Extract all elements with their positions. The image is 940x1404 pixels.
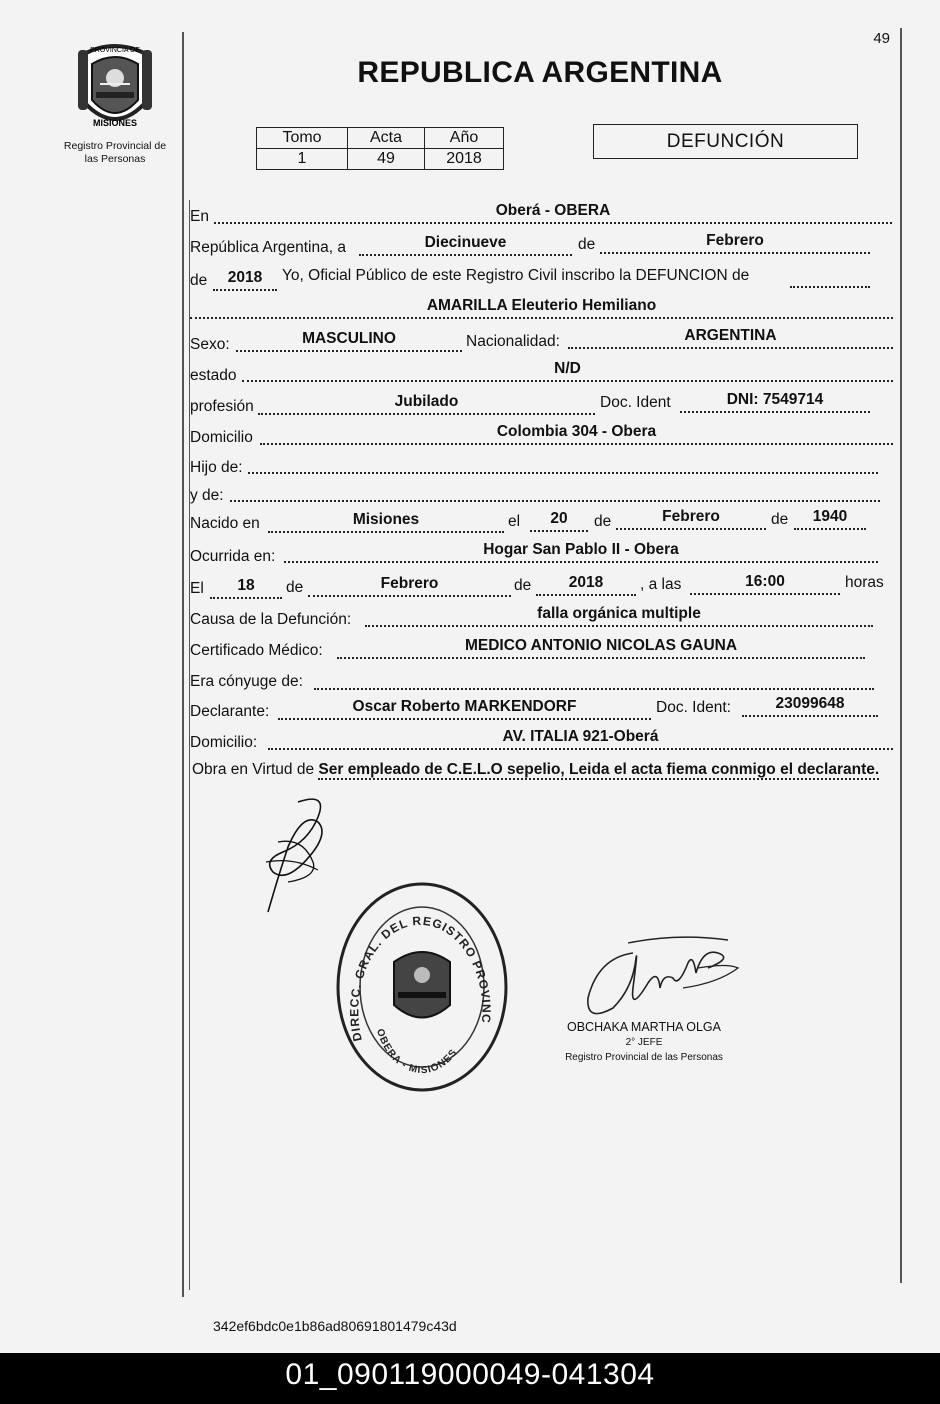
- label-doc-ident2: Doc. Ident:: [656, 699, 731, 716]
- field-def-anio: 2018: [536, 574, 636, 596]
- label-el: el: [508, 513, 521, 530]
- field-ocurrida-en: Hogar San Pablo II - Obera: [284, 541, 878, 563]
- field-declarante-domicilio: AV. ITALIA 921-Oberá: [268, 728, 893, 750]
- anio-header: Año: [425, 128, 504, 149]
- label-republica: República Argentina, a: [190, 239, 346, 256]
- signatory-role: 2° JEFE: [625, 1037, 663, 1048]
- label-ocurrida-en: Ocurrida en:: [190, 548, 276, 565]
- field-causa: falla orgánica multiple: [365, 605, 873, 627]
- label-conyuge: Era cónyuge de:: [190, 673, 303, 690]
- footer-document-code: 01_090119000049-041304: [0, 1353, 940, 1404]
- official-signature: [578, 928, 743, 1033]
- record-type-box: DEFUNCIÓN: [593, 124, 858, 159]
- tomo-header: Tomo: [257, 128, 348, 149]
- label-domicilio2: Domicilio:: [190, 734, 258, 751]
- label-nac-de1: de: [594, 513, 612, 530]
- declarant-signature: [258, 792, 338, 922]
- page-title: REPUBLICA ARGENTINA: [357, 56, 723, 89]
- right-margin-line: [900, 28, 902, 1283]
- label-horas: horas: [845, 574, 884, 591]
- label-obra: Obra en Virtud de: [192, 761, 315, 778]
- label-certificado: Certificado Médico:: [190, 642, 323, 659]
- signatory-block: [552, 1020, 736, 1065]
- field-nacido-en: Misiones: [268, 511, 504, 533]
- field-inscribo-blank: [790, 266, 870, 288]
- svg-text:PROVINCIA DE: PROVINCIA DE: [90, 47, 140, 54]
- label-causa: Causa de la Defunción:: [190, 611, 352, 628]
- field-y-de: [230, 480, 880, 502]
- label-nacido-en: Nacido en: [190, 515, 260, 532]
- label-y-de: y de:: [190, 487, 224, 504]
- label-de: de: [578, 236, 596, 253]
- signatory-org: Registro Provincial de las Personas: [565, 1052, 723, 1063]
- svg-text:MISIONES: MISIONES: [92, 118, 138, 128]
- acta-header: Acta: [348, 128, 425, 149]
- field-conyuge: [314, 668, 874, 690]
- field-profesion: Jubilado: [258, 393, 595, 415]
- label-hijo-de: Hijo de:: [190, 459, 243, 476]
- field-doc-ident: DNI: 7549714: [680, 391, 870, 413]
- field-hora: 16:00: [690, 573, 840, 595]
- field-obra-text: Ser empleado de C.E.L.O sepelio, Leida el acta fiema conmigo el declarante.: [318, 761, 880, 778]
- field-def-mes: Febrero: [308, 575, 511, 597]
- field-lugar: Oberá - OBERA: [214, 202, 892, 224]
- label-doc-ident: Doc. Ident: [600, 394, 671, 411]
- field-sexo: MASCULINO: [236, 330, 462, 352]
- field-mes: Febrero: [600, 232, 870, 254]
- registry-table: [256, 127, 504, 170]
- label-domicilio: Domicilio: [190, 429, 253, 446]
- document-hash: 342ef6bdc0e1b86ad80691801479c43d: [213, 1318, 457, 1334]
- official-stamp: [332, 880, 512, 1100]
- field-def-dia: 18: [210, 577, 282, 599]
- field-domicilio: Colombia 304 - Obera: [260, 423, 893, 445]
- label-def-de2: de: [514, 577, 532, 594]
- label-nacionalidad: Nacionalidad:: [466, 333, 560, 350]
- label-profesion: profesión: [190, 398, 254, 415]
- field-estado: N/D: [242, 360, 893, 382]
- label-declarante: Declarante:: [190, 703, 270, 720]
- page-number: 49: [873, 30, 890, 47]
- signatory-name: OBCHAKA MARTHA OLGA: [567, 1020, 721, 1034]
- field-nombre: AMARILLA Eleuterio Hemiliano: [190, 297, 893, 319]
- label-def-de1: de: [286, 579, 304, 596]
- obra-en-virtud-paragraph: [192, 758, 893, 782]
- label-de2: de: [190, 272, 208, 289]
- field-nac-anio: 1940: [794, 508, 866, 530]
- label-en: En: [190, 208, 209, 225]
- svg-text:OBERA - MISIONES: OBERA - MISIONES: [374, 1027, 460, 1077]
- acta-value: 49: [348, 149, 425, 170]
- svg-text:DIRECC. GRAL. DEL REGISTRO PRO: DIRECC. GRAL. DEL REGISTRO PROVINC: [347, 913, 494, 1043]
- field-declarante: Oscar Roberto MARKENDORF: [278, 698, 651, 720]
- field-nac-mes: Febrero: [616, 508, 766, 530]
- field-certificado: MEDICO ANTONIO NICOLAS GAUNA: [337, 637, 865, 659]
- field-anio: 2018: [213, 269, 277, 291]
- label-a-las: , a las: [640, 576, 682, 593]
- anio-value: 2018: [425, 149, 504, 170]
- field-nacionalidad: ARGENTINA: [568, 327, 893, 349]
- label-estado: estado: [190, 367, 237, 384]
- field-declarante-doc: 23099648: [742, 695, 878, 717]
- label-sexo: Sexo:: [190, 336, 230, 353]
- label-el2: El: [190, 580, 204, 597]
- left-margin-line: [182, 32, 184, 1297]
- field-hijo-de: [248, 452, 878, 474]
- tomo-value: 1: [257, 149, 348, 170]
- field-dia: Diecinueve: [359, 234, 572, 256]
- label-inscribo: Yo, Oficial Público de este Registro Civil inscribo la DEFUNCION de: [282, 267, 750, 284]
- registry-org-name: Registro Provincial de las Personas: [63, 140, 167, 165]
- field-nac-dia: 20: [530, 510, 588, 532]
- label-nac-de2: de: [771, 511, 789, 528]
